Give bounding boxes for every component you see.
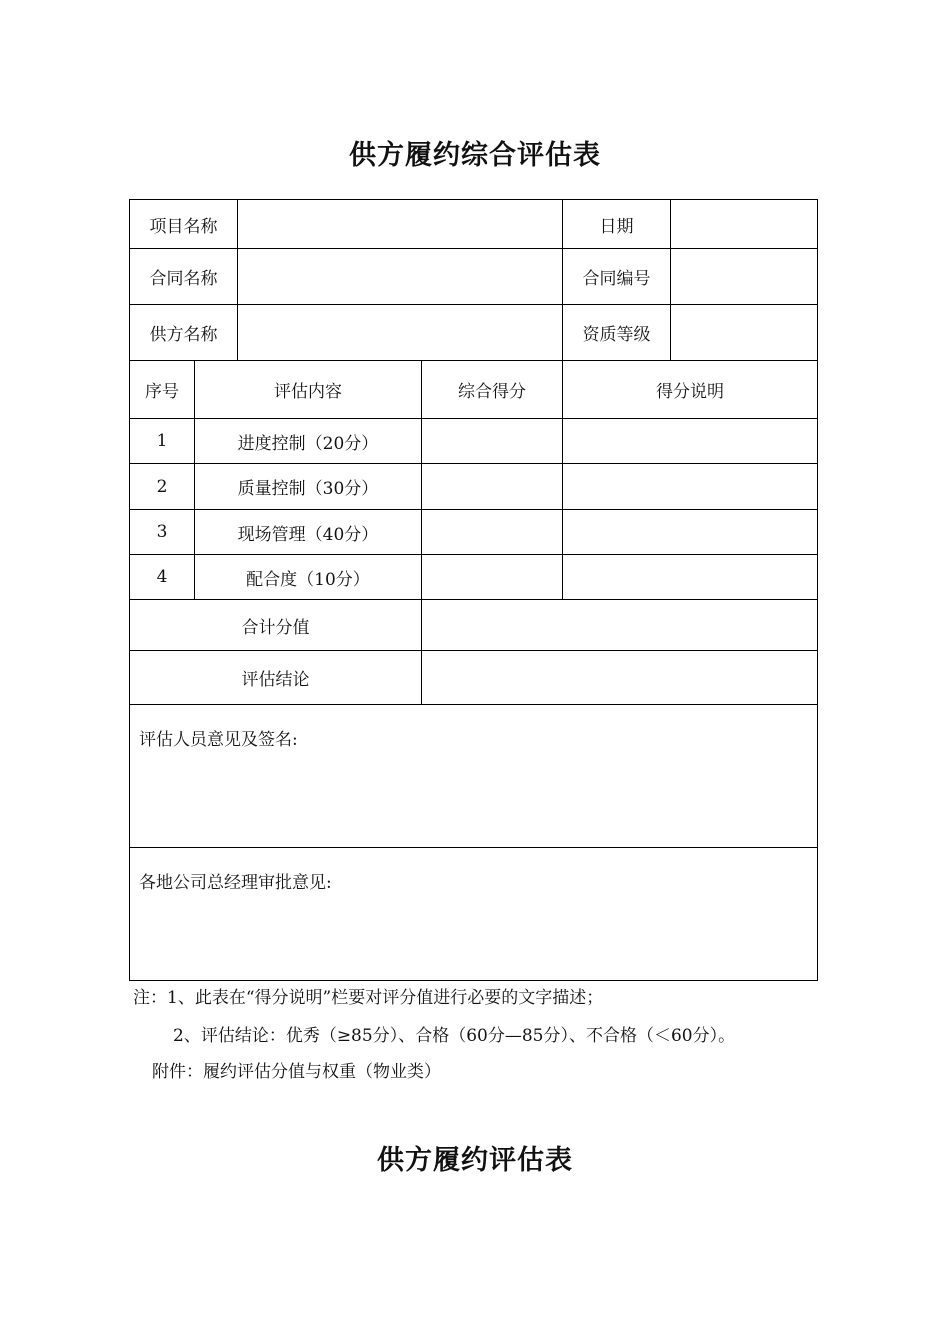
header-explain: 得分说明 xyxy=(563,361,818,419)
conclusion-row xyxy=(130,651,818,705)
manager-opinion-row xyxy=(130,848,818,981)
header-content: 评估内容 xyxy=(195,361,422,419)
date-label: 日期 xyxy=(563,200,671,249)
contract-name-row xyxy=(130,249,818,305)
project-name-row xyxy=(130,200,818,249)
attachment-note: 附件：履约评估分值与权重（物业类） xyxy=(152,1062,441,1082)
item-no: 4 xyxy=(130,555,195,600)
total-label: 合计分值 xyxy=(130,600,422,651)
header-score: 综合得分 xyxy=(422,361,563,419)
manager-opinion-field[interactable]: 各地公司总经理审批意见: xyxy=(130,848,818,981)
evaluator-opinion-field[interactable]: 评估人员意见及签名: xyxy=(130,705,818,848)
item-content: 现场管理（40分） xyxy=(195,510,422,555)
supplier-name-row xyxy=(130,305,818,361)
item-explain-field[interactable] xyxy=(563,555,818,600)
table-row xyxy=(130,464,818,510)
item-explain-field[interactable] xyxy=(563,419,818,464)
item-content: 质量控制（30分） xyxy=(195,464,422,510)
total-row xyxy=(130,600,818,651)
item-score-field[interactable] xyxy=(422,464,563,510)
contract-name-label: 合同名称 xyxy=(130,249,238,305)
conclusion-label: 评估结论 xyxy=(130,651,422,705)
contract-name-field[interactable] xyxy=(238,249,563,305)
item-score-field[interactable] xyxy=(422,510,563,555)
evaluator-opinion-row xyxy=(130,705,818,848)
item-content: 配合度（10分） xyxy=(195,555,422,600)
item-explain-field[interactable] xyxy=(563,510,818,555)
item-no: 3 xyxy=(130,510,195,555)
table-header-row xyxy=(130,361,818,419)
table-row xyxy=(130,555,818,600)
contract-number-label: 合同编号 xyxy=(563,249,671,305)
second-page-title: 供方履约评估表 xyxy=(377,1145,573,1176)
table-row xyxy=(130,419,818,464)
evaluation-form xyxy=(129,199,818,981)
item-score-field[interactable] xyxy=(422,555,563,600)
conclusion-field[interactable] xyxy=(422,651,818,705)
item-explain-field[interactable] xyxy=(563,464,818,510)
qualification-field[interactable] xyxy=(671,305,818,361)
item-content: 进度控制（20分） xyxy=(195,419,422,464)
header-no: 序号 xyxy=(130,361,195,419)
item-score-field[interactable] xyxy=(422,419,563,464)
supplier-name-field[interactable] xyxy=(238,305,563,361)
total-field[interactable] xyxy=(422,600,818,651)
contract-number-field[interactable] xyxy=(671,249,818,305)
date-field[interactable] xyxy=(671,200,818,249)
note-line-2: 2、评估结论：优秀（≥85分）、合格（60分—85分）、不合格（＜60分）。 xyxy=(173,1026,736,1046)
project-name-field[interactable] xyxy=(238,200,563,249)
supplier-name-label: 供方名称 xyxy=(130,305,238,361)
note-line-1: 注：1、此表在“得分说明”栏要对评分值进行必要的文字描述； xyxy=(133,988,604,1008)
page-title: 供方履约综合评估表 xyxy=(349,140,601,171)
table-row xyxy=(130,510,818,555)
item-no: 2 xyxy=(130,464,195,510)
qualification-label: 资质等级 xyxy=(563,305,671,361)
project-name-label: 项目名称 xyxy=(130,200,238,249)
item-no: 1 xyxy=(130,419,195,464)
